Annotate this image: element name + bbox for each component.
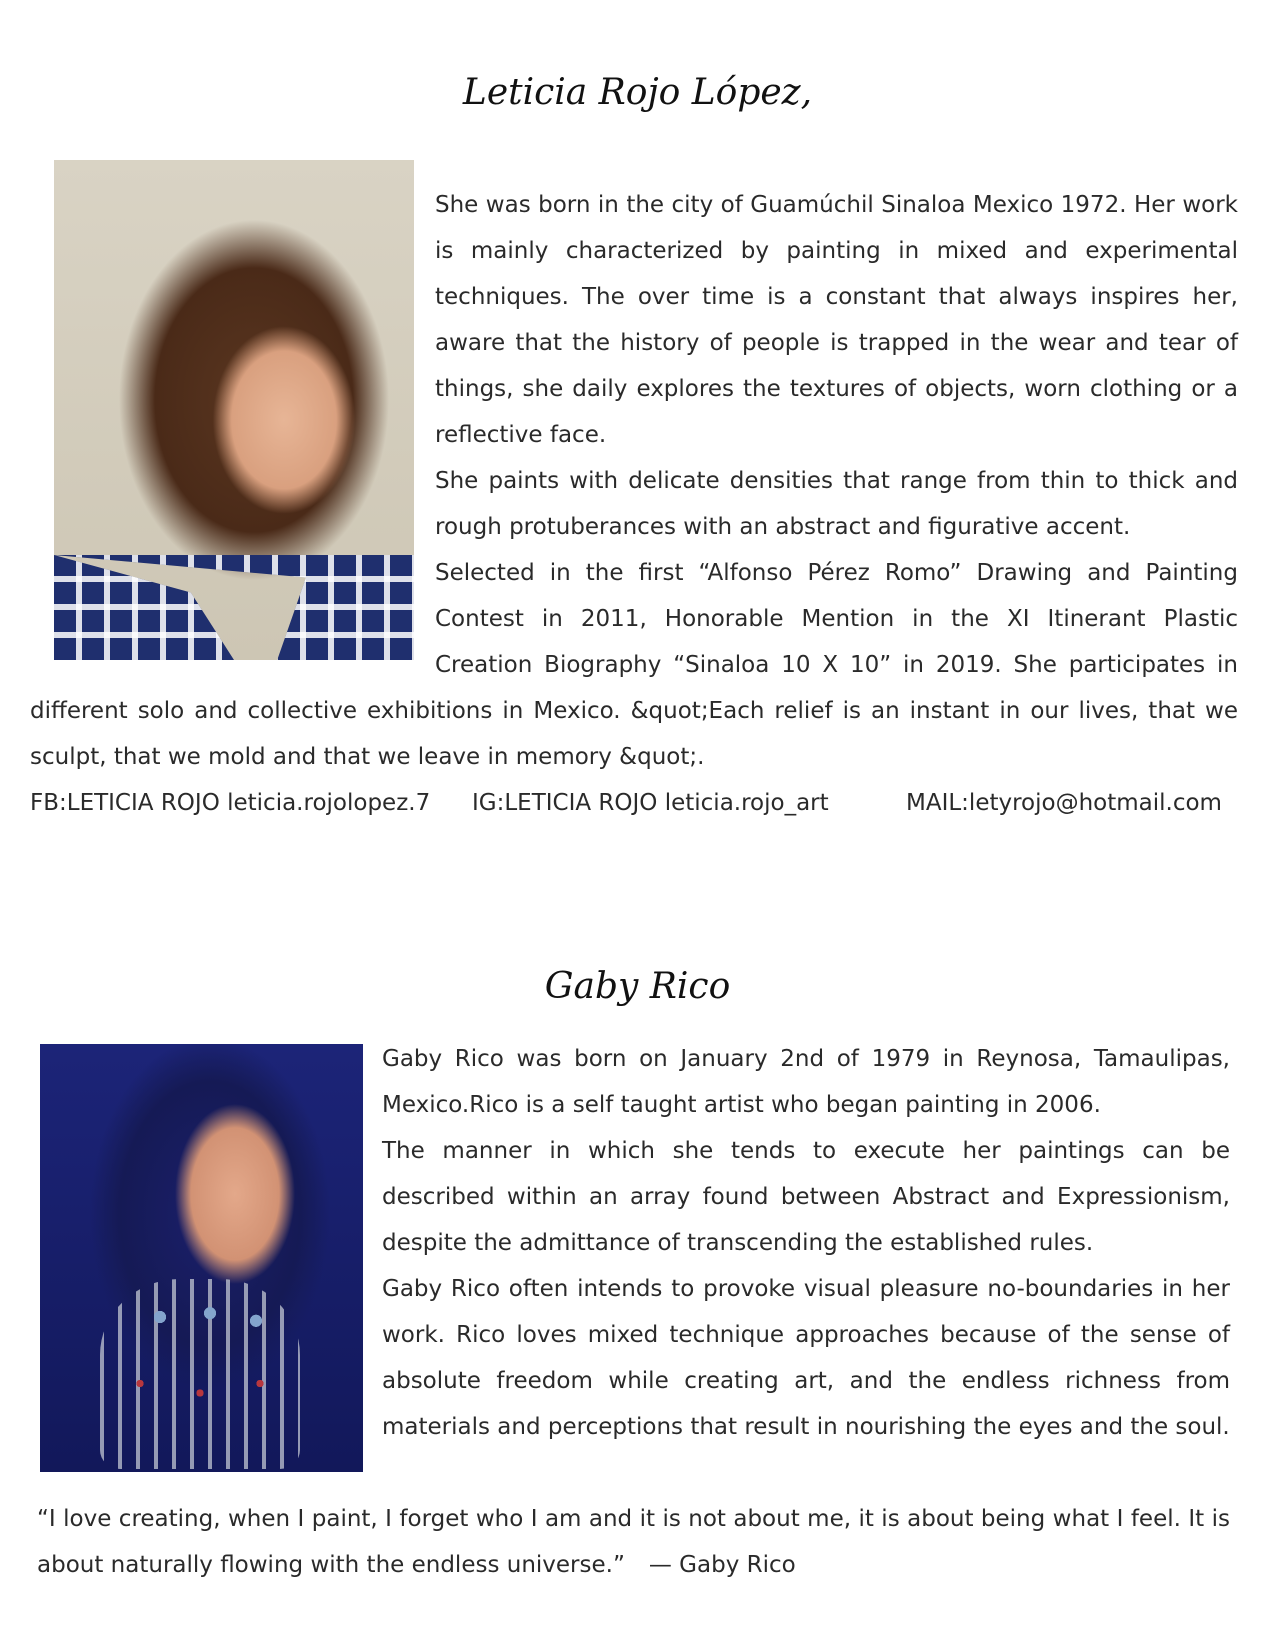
bio-paragraph: She paints with delicate densities that range from thin to thick and rough protuberances with an abstract and figurative accent. [435,468,1238,540]
instagram-contact: IG:LETICIA ROJO leticia.rojo_art [472,790,829,816]
portrait-gaby-photo [40,1044,363,1472]
bio-gaby [382,1036,1230,1450]
quote-text: “I love creating, when I paint, I forget who I am and it is not about me, it is about being what I feel. It is about naturally flowing with the endless universe.” [37,1506,1230,1578]
email-contact: MAIL:letyrojo@hotmail.com [906,790,1222,816]
artist-quote [37,1496,1230,1588]
artist-name-leticia: Leticia Rojo López, [462,72,813,113]
bio-paragraph: She was born in the city of Guamúchil Sinaloa Mexico 1972. Her work is mainly characterized by painting in mixed and experimental techniques. The over time is a constant that always inspires her, aware that the history of people is trapped in the wear and tear of things, she daily explores the textures of objects, worn clothing or a reflective face. [435,192,1238,448]
bio-paragraph: Selected in the first “Alfonso Pérez Romo” Drawing and Painting Contest in 2011, Honorable Mention in the XI Itinerant Plastic Creation Biography “Sinaloa 10 X 10” in 2019. She participates in different solo and collective exhibitions in Mexico. &quot;Each relief is an instant in our lives, that we sculpt, that we mold and that we leave in memory &quot;. [30,560,1238,770]
quote-attribution: — Gaby Rico [648,1552,796,1578]
facebook-contact: FB:LETICIA ROJO leticia.rojolopez.7 [30,790,431,816]
bio-paragraph: Gaby Rico often intends to provoke visual pleasure no-boundaries in her work. Rico loves mixed technique approaches because of the sense of absolute freedom while creating art, and the endless richness from materials and perceptions that result in nourishing the eyes and the soul. [382,1276,1230,1440]
contact-line [30,780,1245,826]
bio-paragraph: Gaby Rico was born on January 2nd of 1979 in Reynosa, Tamaulipas, Mexico.Rico is a self taught artist who began painting in 2006. [382,1046,1230,1118]
bio-leticia [30,182,1238,780]
bio-paragraph: The manner in which she tends to execute her paintings can be described within an array found between Abstract and Expressionism, despite the admittance of transcending the established rules. [382,1138,1230,1256]
artist-name-gaby: Gaby Rico [544,966,731,1007]
